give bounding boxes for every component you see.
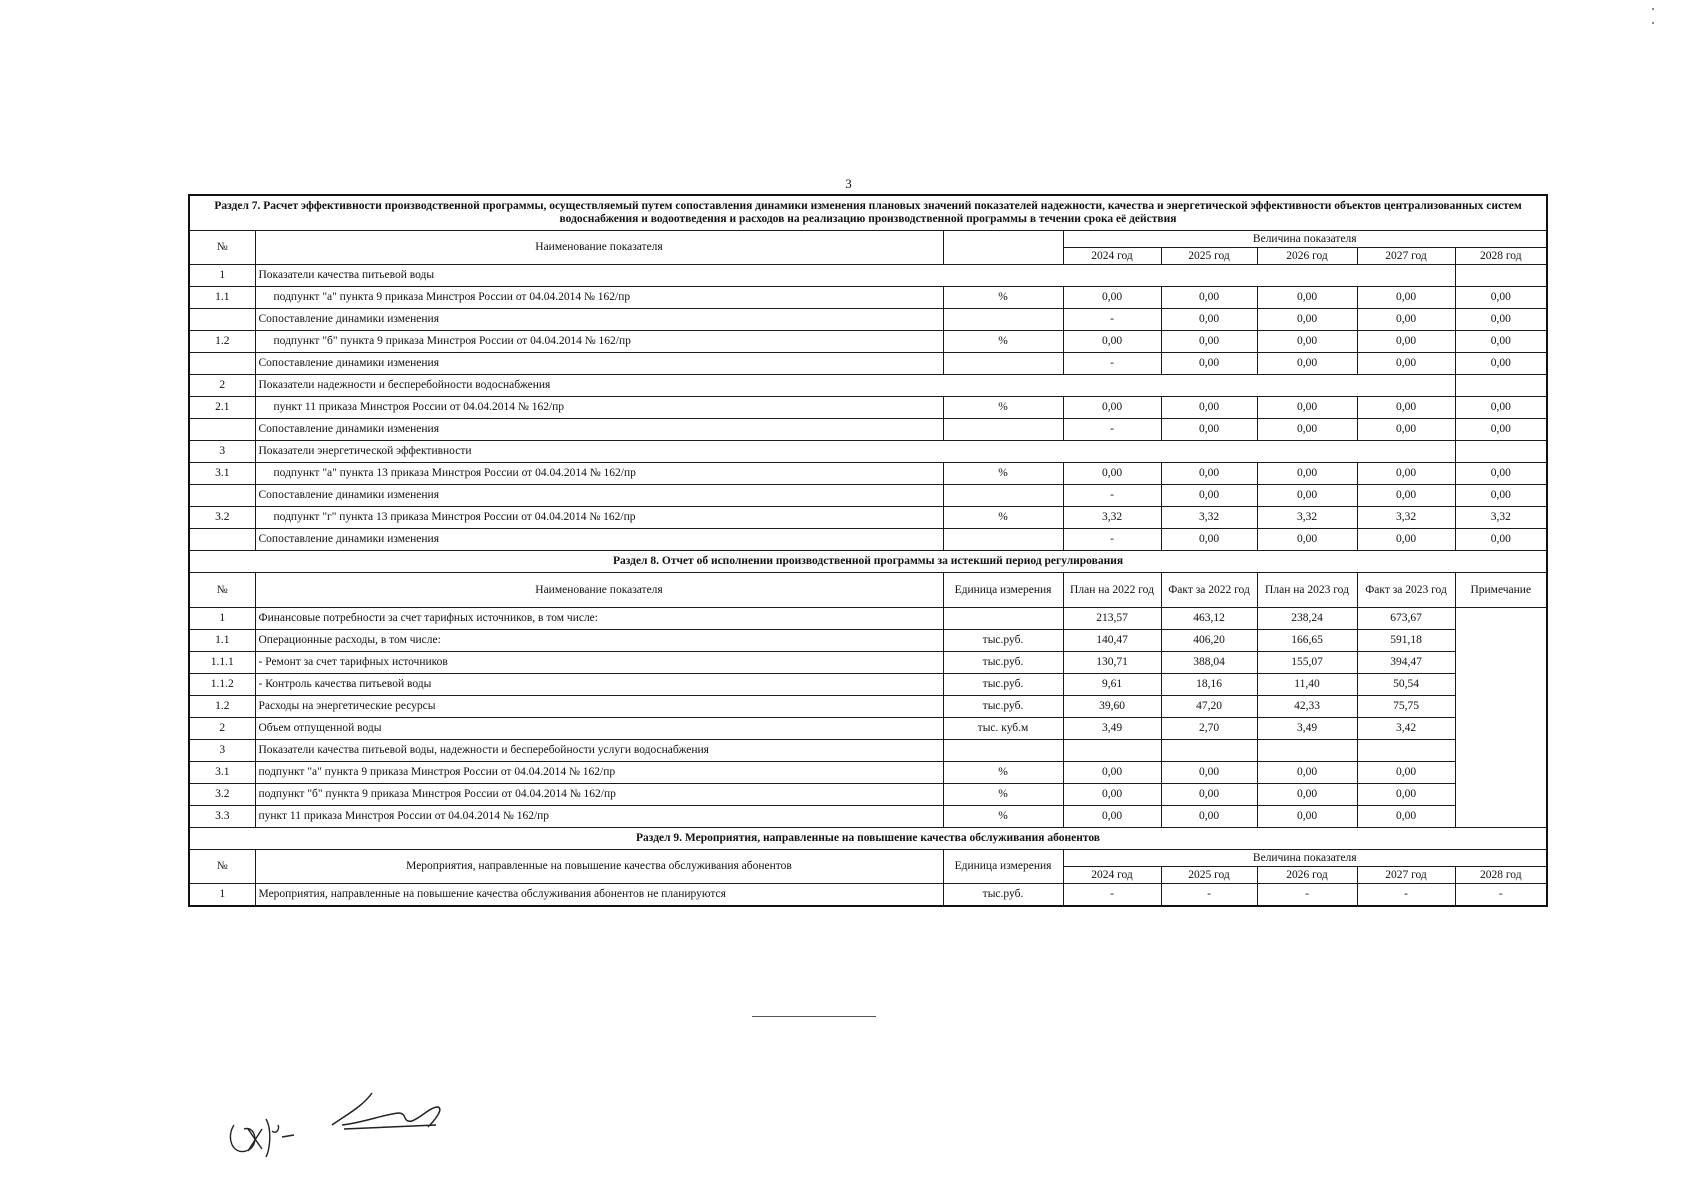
value-cell: 0,00 bbox=[1257, 784, 1357, 806]
indicator-name: Сопоставление динамики изменения bbox=[255, 485, 943, 507]
section7-row bbox=[189, 529, 1547, 551]
indicator-name: Показатели качества питьевой воды, надежности и бесперебойности услуги водоснабжения bbox=[255, 740, 943, 762]
section7-value-header: Величина показателя bbox=[1063, 231, 1547, 248]
section9-value-header: Величина показателя bbox=[1063, 850, 1547, 867]
section8-header-row bbox=[189, 573, 1547, 608]
value-cell: 0,00 bbox=[1161, 806, 1257, 828]
indicator-name: Сопоставление динамики изменения bbox=[255, 419, 943, 441]
value-cell: 0,00 bbox=[1063, 762, 1161, 784]
section8-name-header: Наименование показателя bbox=[255, 573, 943, 608]
scan-speck bbox=[1652, 8, 1654, 10]
indicator-name: подпункт "а" пункта 13 приказа Минстроя России от 04.04.2014 № 162/пр bbox=[255, 463, 943, 485]
indicator-name: Сопоставление динамики изменения bbox=[255, 353, 943, 375]
value-cell: 18,16 bbox=[1161, 674, 1257, 696]
section9-unit-header: Единица измерения bbox=[943, 850, 1063, 884]
value-cell: 0,00 bbox=[1063, 287, 1161, 309]
value-cell: 0,00 bbox=[1257, 287, 1357, 309]
unit-cell: % bbox=[943, 784, 1063, 806]
section9-num-header: № bbox=[189, 850, 255, 884]
section8-unit-header: Единица измерения bbox=[943, 573, 1063, 608]
row-number: 1 bbox=[189, 265, 255, 287]
unit-cell: % bbox=[943, 463, 1063, 485]
unit-cell bbox=[943, 740, 1063, 762]
section7-row bbox=[189, 507, 1547, 529]
section7-row bbox=[189, 463, 1547, 485]
section7-row bbox=[189, 485, 1547, 507]
value-cell bbox=[1161, 740, 1257, 762]
section7-row bbox=[189, 331, 1547, 353]
value-cell: 0,00 bbox=[1455, 331, 1547, 353]
section8-note-header: Примечание bbox=[1455, 573, 1547, 608]
value-cell bbox=[1257, 740, 1357, 762]
indicator-name: подпункт "а" пункта 9 приказа Минстроя России от 04.04.2014 № 162/пр bbox=[255, 762, 943, 784]
section7-row bbox=[189, 419, 1547, 441]
unit-cell bbox=[943, 485, 1063, 507]
empty-cell bbox=[1455, 375, 1547, 397]
value-cell: 0,00 bbox=[1455, 397, 1547, 419]
signature-image bbox=[222, 1085, 482, 1165]
value-cell: 0,00 bbox=[1357, 806, 1455, 828]
value-cell: 388,04 bbox=[1161, 652, 1257, 674]
row-number: 3.2 bbox=[189, 507, 255, 529]
unit-cell: тыс. куб.м bbox=[943, 718, 1063, 740]
value-cell: 0,00 bbox=[1257, 397, 1357, 419]
value-cell: 3,49 bbox=[1063, 718, 1161, 740]
unit-cell bbox=[943, 309, 1063, 331]
value-cell: 3,32 bbox=[1455, 507, 1547, 529]
indicator-name: - Контроль качества питьевой воды bbox=[255, 674, 943, 696]
section8-plan2022-header: План на 2022 год bbox=[1063, 573, 1161, 608]
value-cell: 3,32 bbox=[1161, 507, 1257, 529]
value-cell: 0,00 bbox=[1161, 397, 1257, 419]
indicator-name: подпункт "б" пункта 9 приказа Минстроя России от 04.04.2014 № 162/пр bbox=[255, 784, 943, 806]
group-title: Показатели качества питьевой воды bbox=[255, 265, 1455, 287]
value-cell: 42,33 bbox=[1257, 696, 1357, 718]
section9-title-row bbox=[189, 828, 1547, 850]
row-number bbox=[189, 309, 255, 331]
value-cell: 0,00 bbox=[1257, 463, 1357, 485]
unit-cell bbox=[943, 608, 1063, 630]
section9-row bbox=[189, 884, 1547, 907]
value-cell: 0,00 bbox=[1455, 529, 1547, 551]
section9-year-header: 2025 год bbox=[1161, 867, 1257, 884]
note-cell bbox=[1455, 608, 1547, 828]
value-cell: 0,00 bbox=[1161, 463, 1257, 485]
value-cell: 39,60 bbox=[1063, 696, 1161, 718]
page-number: 3 bbox=[845, 176, 852, 191]
section7-unit-header bbox=[943, 231, 1063, 265]
row-number: 1.1.1 bbox=[189, 652, 255, 674]
row-number bbox=[189, 353, 255, 375]
value-cell: 155,07 bbox=[1257, 652, 1357, 674]
value-cell: 0,00 bbox=[1357, 419, 1455, 441]
value-cell: 406,20 bbox=[1161, 630, 1257, 652]
value-cell bbox=[1063, 740, 1161, 762]
unit-cell bbox=[943, 419, 1063, 441]
row-number: 1.1 bbox=[189, 287, 255, 309]
value-cell: 75,75 bbox=[1357, 696, 1455, 718]
section7-row bbox=[189, 353, 1547, 375]
value-cell: 0,00 bbox=[1161, 331, 1257, 353]
section9-year-header: 2028 год bbox=[1455, 867, 1547, 884]
value-cell: 0,00 bbox=[1357, 287, 1455, 309]
separator-line bbox=[752, 1016, 876, 1017]
section7-row bbox=[189, 309, 1547, 331]
value-cell: 0,00 bbox=[1257, 485, 1357, 507]
value-cell: 0,00 bbox=[1161, 287, 1257, 309]
indicator-name: Финансовые потребности за счет тарифных источников, в том числе: bbox=[255, 608, 943, 630]
value-cell: 0,00 bbox=[1357, 397, 1455, 419]
section7-name-header: Наименование показателя bbox=[255, 231, 943, 265]
row-number: 3.3 bbox=[189, 806, 255, 828]
value-cell: 0,00 bbox=[1455, 353, 1547, 375]
row-number: 1.1 bbox=[189, 630, 255, 652]
row-number: 2.1 bbox=[189, 397, 255, 419]
value-cell: 0,00 bbox=[1257, 309, 1357, 331]
value-cell: 463,12 bbox=[1161, 608, 1257, 630]
value-cell: 0,00 bbox=[1455, 287, 1547, 309]
unit-cell: % bbox=[943, 806, 1063, 828]
value-cell: - bbox=[1063, 353, 1161, 375]
empty-cell bbox=[1455, 441, 1547, 463]
unit-cell: тыс.руб. bbox=[943, 630, 1063, 652]
row-number: 2 bbox=[189, 718, 255, 740]
group-title: Показатели энергетической эффективности bbox=[255, 441, 1455, 463]
row-number: 1.1.2 bbox=[189, 674, 255, 696]
value-cell: 0,00 bbox=[1063, 784, 1161, 806]
section8-title-row bbox=[189, 551, 1547, 573]
value-cell: 3,49 bbox=[1257, 718, 1357, 740]
row-number bbox=[189, 529, 255, 551]
value-cell: 11,40 bbox=[1257, 674, 1357, 696]
section9-title: Раздел 9. Мероприятия, направленные на повышение качества обслуживания абонентов bbox=[189, 828, 1547, 850]
value-cell: 591,18 bbox=[1357, 630, 1455, 652]
row-number: 2 bbox=[189, 375, 255, 397]
unit-cell: тыс.руб. bbox=[943, 674, 1063, 696]
report-table bbox=[188, 194, 1548, 907]
value-cell: 0,00 bbox=[1455, 463, 1547, 485]
unit-cell: % bbox=[943, 287, 1063, 309]
value-cell: 0,00 bbox=[1063, 331, 1161, 353]
section8-row bbox=[189, 674, 1547, 696]
value-cell: 0,00 bbox=[1357, 529, 1455, 551]
value-cell: - bbox=[1063, 884, 1161, 907]
unit-cell: тыс.руб. bbox=[943, 652, 1063, 674]
section7-row bbox=[189, 441, 1547, 463]
scan-speck bbox=[1652, 22, 1654, 24]
indicator-name: пункт 11 приказа Минстроя России от 04.04.2014 № 162/пр bbox=[255, 806, 943, 828]
section8-num-header: № bbox=[189, 573, 255, 608]
row-number bbox=[189, 485, 255, 507]
value-cell: - bbox=[1063, 419, 1161, 441]
section7-num-header: № bbox=[189, 231, 255, 265]
indicator-name: Операционные расходы, в том числе: bbox=[255, 630, 943, 652]
value-cell: 0,00 bbox=[1161, 485, 1257, 507]
value-cell: 394,47 bbox=[1357, 652, 1455, 674]
section8-row bbox=[189, 784, 1547, 806]
value-cell: 0,00 bbox=[1257, 762, 1357, 784]
value-cell: 140,47 bbox=[1063, 630, 1161, 652]
value-cell: 0,00 bbox=[1063, 463, 1161, 485]
indicator-name: Расходы на энергетические ресурсы bbox=[255, 696, 943, 718]
value-cell bbox=[1357, 740, 1455, 762]
row-number: 1 bbox=[189, 608, 255, 630]
unit-cell: тыс.руб. bbox=[943, 696, 1063, 718]
indicator-name: пункт 11 приказа Минстроя России от 04.04.2014 № 162/пр bbox=[255, 397, 943, 419]
section8-row bbox=[189, 806, 1547, 828]
row-number: 3.1 bbox=[189, 463, 255, 485]
section7-year-header: 2026 год bbox=[1257, 248, 1357, 265]
group-title: Показатели надежности и бесперебойности водоснабжения bbox=[255, 375, 1455, 397]
row-number: 3.2 bbox=[189, 784, 255, 806]
section7-row bbox=[189, 375, 1547, 397]
section7-title-row bbox=[189, 195, 1547, 231]
indicator-name: подпункт "г" пункта 13 приказа Минстроя России от 04.04.2014 № 162/пр bbox=[255, 507, 943, 529]
section7-header-row bbox=[189, 231, 1547, 248]
row-number: 1.2 bbox=[189, 696, 255, 718]
section7-year-header: 2027 год bbox=[1357, 248, 1455, 265]
value-cell: 0,00 bbox=[1357, 485, 1455, 507]
section8-row bbox=[189, 608, 1547, 630]
value-cell: 130,71 bbox=[1063, 652, 1161, 674]
section8-row bbox=[189, 740, 1547, 762]
value-cell: - bbox=[1357, 884, 1455, 907]
section8-title: Раздел 8. Отчет об исполнении производственной программы за истекший период регулирования bbox=[189, 551, 1547, 573]
indicator-name: - Ремонт за счет тарифных источников bbox=[255, 652, 943, 674]
value-cell: - bbox=[1161, 884, 1257, 907]
value-cell: 3,32 bbox=[1063, 507, 1161, 529]
row-number bbox=[189, 419, 255, 441]
empty-cell bbox=[1455, 265, 1547, 287]
value-cell: 0,00 bbox=[1357, 463, 1455, 485]
measure-name: Мероприятия, направленные на повышение качества обслуживания абонентов не планируются bbox=[255, 884, 943, 907]
value-cell: 0,00 bbox=[1257, 806, 1357, 828]
unit-cell: % bbox=[943, 507, 1063, 529]
indicator-name: подпункт "а" пункта 9 приказа Минстроя России от 04.04.2014 № 162/пр bbox=[255, 287, 943, 309]
section8-row bbox=[189, 696, 1547, 718]
indicator-name: Объем отпущенной воды bbox=[255, 718, 943, 740]
value-cell: 3,32 bbox=[1257, 507, 1357, 529]
value-cell: - bbox=[1257, 884, 1357, 907]
value-cell: - bbox=[1063, 529, 1161, 551]
value-cell: 238,24 bbox=[1257, 608, 1357, 630]
section7-year-header: 2028 год bbox=[1455, 248, 1547, 265]
section8-row bbox=[189, 762, 1547, 784]
value-cell: 3,42 bbox=[1357, 718, 1455, 740]
value-cell: 9,61 bbox=[1063, 674, 1161, 696]
indicator-name: Сопоставление динамики изменения bbox=[255, 309, 943, 331]
value-cell: 47,20 bbox=[1161, 696, 1257, 718]
value-cell: 0,00 bbox=[1455, 485, 1547, 507]
value-cell: 0,00 bbox=[1257, 419, 1357, 441]
section7-title: Раздел 7. Расчет эффективности производственной программы, осуществляемый путем сопоставления динамики изменения плановых значений показателей надежности, качества и энергетической эффективности объектов централизованных систем водоснабжения и водоотведения и расходов на реализацию производственной программы в течении срока её действия bbox=[189, 195, 1547, 231]
section9-name-header: Мероприятия, направленные на повышение качества обслуживания абонентов bbox=[255, 850, 943, 884]
section8-fact2022-header: Факт за 2022 год bbox=[1161, 573, 1257, 608]
value-cell: 0,00 bbox=[1257, 353, 1357, 375]
section7-year-header: 2024 год bbox=[1063, 248, 1161, 265]
unit-cell: % bbox=[943, 397, 1063, 419]
value-cell: 673,67 bbox=[1357, 608, 1455, 630]
value-cell: 0,00 bbox=[1063, 806, 1161, 828]
value-cell: 0,00 bbox=[1357, 784, 1455, 806]
unit-cell bbox=[943, 353, 1063, 375]
section7-year-header: 2025 год bbox=[1161, 248, 1257, 265]
value-cell: 3,32 bbox=[1357, 507, 1455, 529]
section8-row bbox=[189, 718, 1547, 740]
section7-row bbox=[189, 265, 1547, 287]
value-cell: 0,00 bbox=[1161, 784, 1257, 806]
row-number: 1.2 bbox=[189, 331, 255, 353]
value-cell: 0,00 bbox=[1161, 309, 1257, 331]
value-cell: 0,00 bbox=[1357, 762, 1455, 784]
value-cell: - bbox=[1063, 485, 1161, 507]
unit-cell: % bbox=[943, 762, 1063, 784]
section8-fact2023-header: Факт за 2023 год bbox=[1357, 573, 1455, 608]
value-cell: 0,00 bbox=[1063, 397, 1161, 419]
value-cell: 0,00 bbox=[1455, 419, 1547, 441]
value-cell: 0,00 bbox=[1161, 419, 1257, 441]
indicator-name: Сопоставление динамики изменения bbox=[255, 529, 943, 551]
value-cell: - bbox=[1063, 309, 1161, 331]
document-table-container bbox=[188, 194, 1546, 907]
row-number: 3 bbox=[189, 441, 255, 463]
section7-row bbox=[189, 397, 1547, 419]
value-cell: 0,00 bbox=[1161, 353, 1257, 375]
section8-plan2023-header: План на 2023 год bbox=[1257, 573, 1357, 608]
value-cell: 0,00 bbox=[1455, 309, 1547, 331]
section8-row bbox=[189, 630, 1547, 652]
row-number: 1 bbox=[189, 884, 255, 907]
value-cell: 166,65 bbox=[1257, 630, 1357, 652]
value-cell: 0,00 bbox=[1357, 331, 1455, 353]
value-cell: 0,00 bbox=[1257, 529, 1357, 551]
value-cell: 50,54 bbox=[1357, 674, 1455, 696]
table-body bbox=[189, 195, 1547, 906]
value-cell: 213,57 bbox=[1063, 608, 1161, 630]
section7-row bbox=[189, 287, 1547, 309]
row-number: 3.1 bbox=[189, 762, 255, 784]
row-number: 3 bbox=[189, 740, 255, 762]
section9-year-header: 2024 год bbox=[1063, 867, 1161, 884]
value-cell: 0,00 bbox=[1161, 529, 1257, 551]
indicator-name: подпункт "б" пункта 9 приказа Минстроя России от 04.04.2014 № 162/пр bbox=[255, 331, 943, 353]
value-cell: 2,70 bbox=[1161, 718, 1257, 740]
value-cell: 0,00 bbox=[1357, 353, 1455, 375]
section9-year-header: 2026 год bbox=[1257, 867, 1357, 884]
value-cell: 0,00 bbox=[1257, 331, 1357, 353]
unit-cell: тыс.руб. bbox=[943, 884, 1063, 907]
unit-cell: % bbox=[943, 331, 1063, 353]
value-cell: - bbox=[1455, 884, 1547, 907]
value-cell: 0,00 bbox=[1161, 762, 1257, 784]
section9-year-header: 2027 год bbox=[1357, 867, 1455, 884]
section9-header-row bbox=[189, 850, 1547, 867]
unit-cell bbox=[943, 529, 1063, 551]
value-cell: 0,00 bbox=[1357, 309, 1455, 331]
section8-row bbox=[189, 652, 1547, 674]
